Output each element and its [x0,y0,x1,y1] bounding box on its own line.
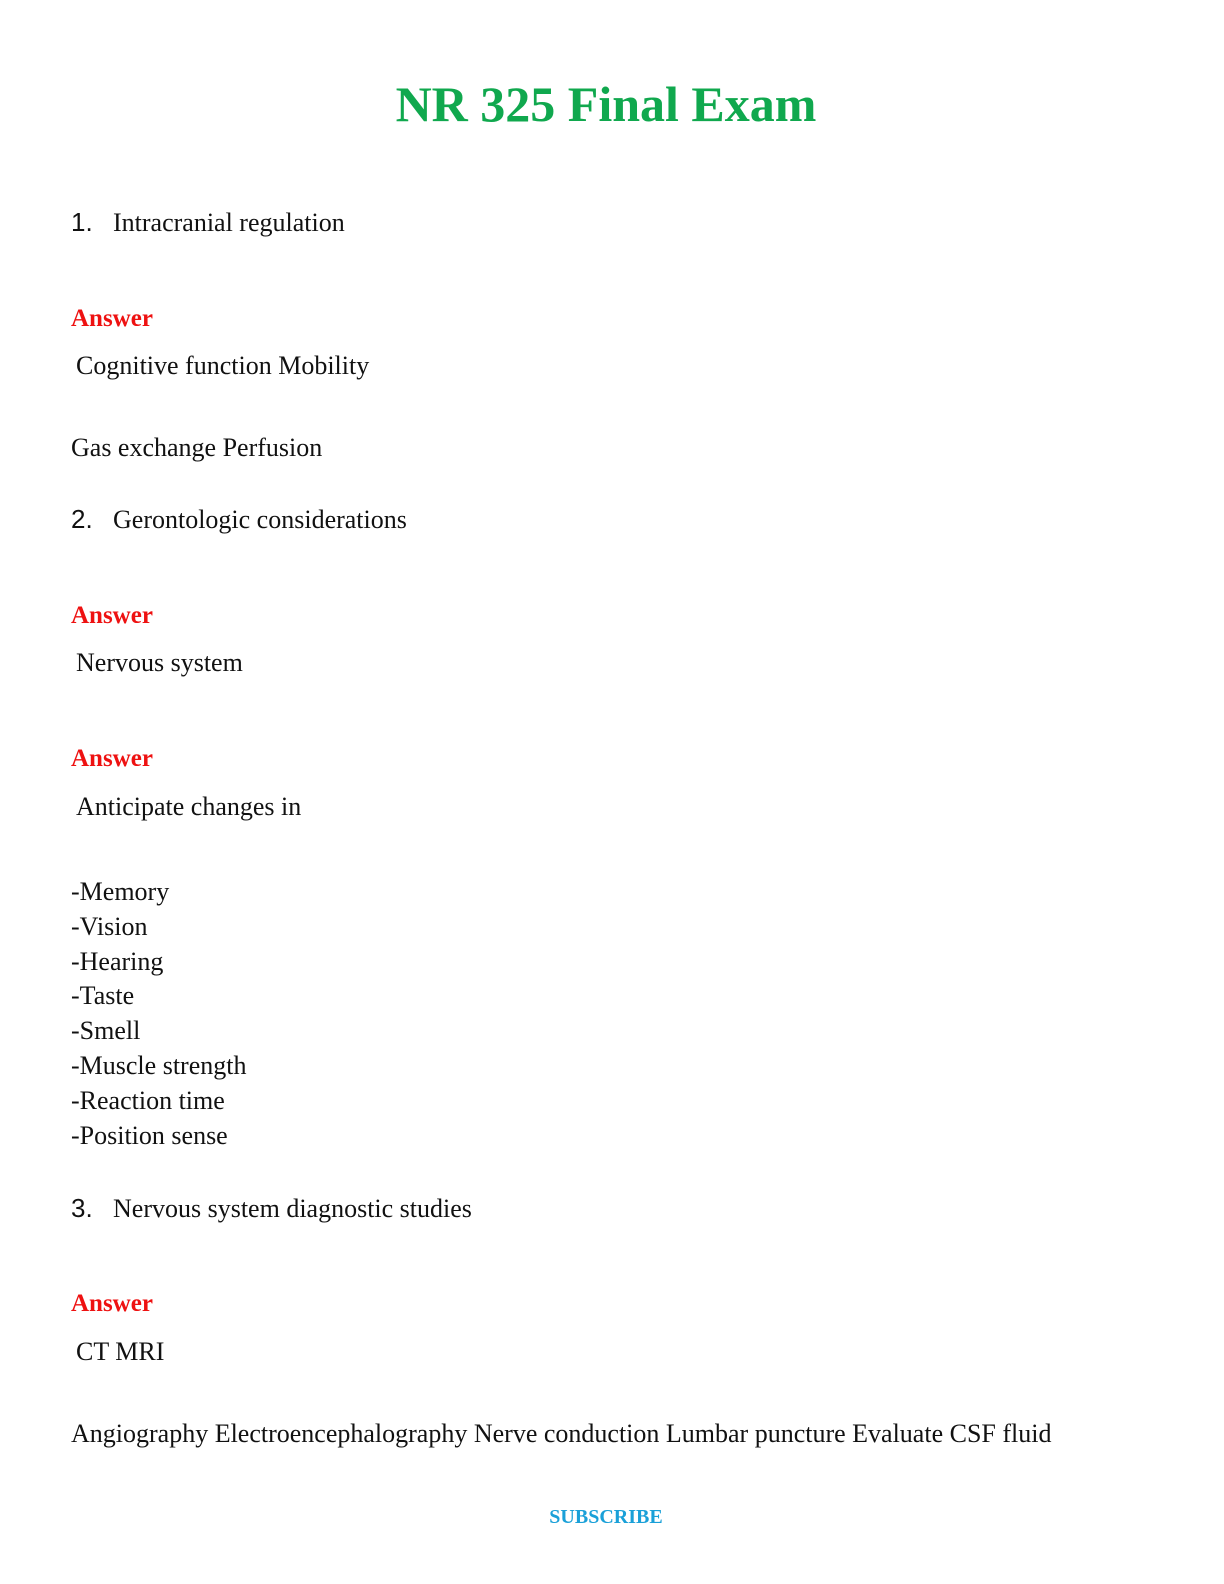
list-item: -Hearing [71,946,164,976]
list-item: -Reaction time [71,1085,225,1115]
question-number: 1. [71,207,93,237]
answer-line: Gas exchange Perfusion [71,433,323,462]
answer-line: Nervous system [76,648,243,677]
list-item: -Position sense [71,1120,228,1150]
subscribe-link[interactable]: SUBSCRIBE [549,1506,663,1528]
question-number: 2. [71,504,93,534]
answer-label: Answer [71,602,153,629]
answer-label: Answer [71,1290,153,1317]
list-item: -Taste [71,981,135,1011]
answer-line: Cognitive function Mobility [76,351,370,380]
question-2 [71,503,407,536]
list-item: -Vision [71,911,148,941]
answer-line: Anticipate changes in [76,792,302,821]
answer-line: CT MRI [76,1337,165,1366]
list-item: -Muscle strength [71,1050,247,1080]
question-1 [71,206,345,239]
change-list [71,875,246,1153]
answer-line: Angiography Electroencephalography Nerve conduction Lumbar puncture Evaluate CSF fluid [71,1419,1052,1448]
question-text: Gerontologic considerations [113,505,407,534]
answer-label: Answer [71,745,153,772]
list-item: -Memory [71,877,170,906]
question-text: Nervous system diagnostic studies [113,1194,472,1223]
page-title: NR 325 Final Exam [395,76,817,132]
answer-label: Answer [71,305,153,332]
list-item: -Smell [71,1016,141,1046]
question-number: 3. [71,1193,93,1223]
question-text: Intracranial regulation [113,208,345,237]
question-3 [71,1192,472,1225]
